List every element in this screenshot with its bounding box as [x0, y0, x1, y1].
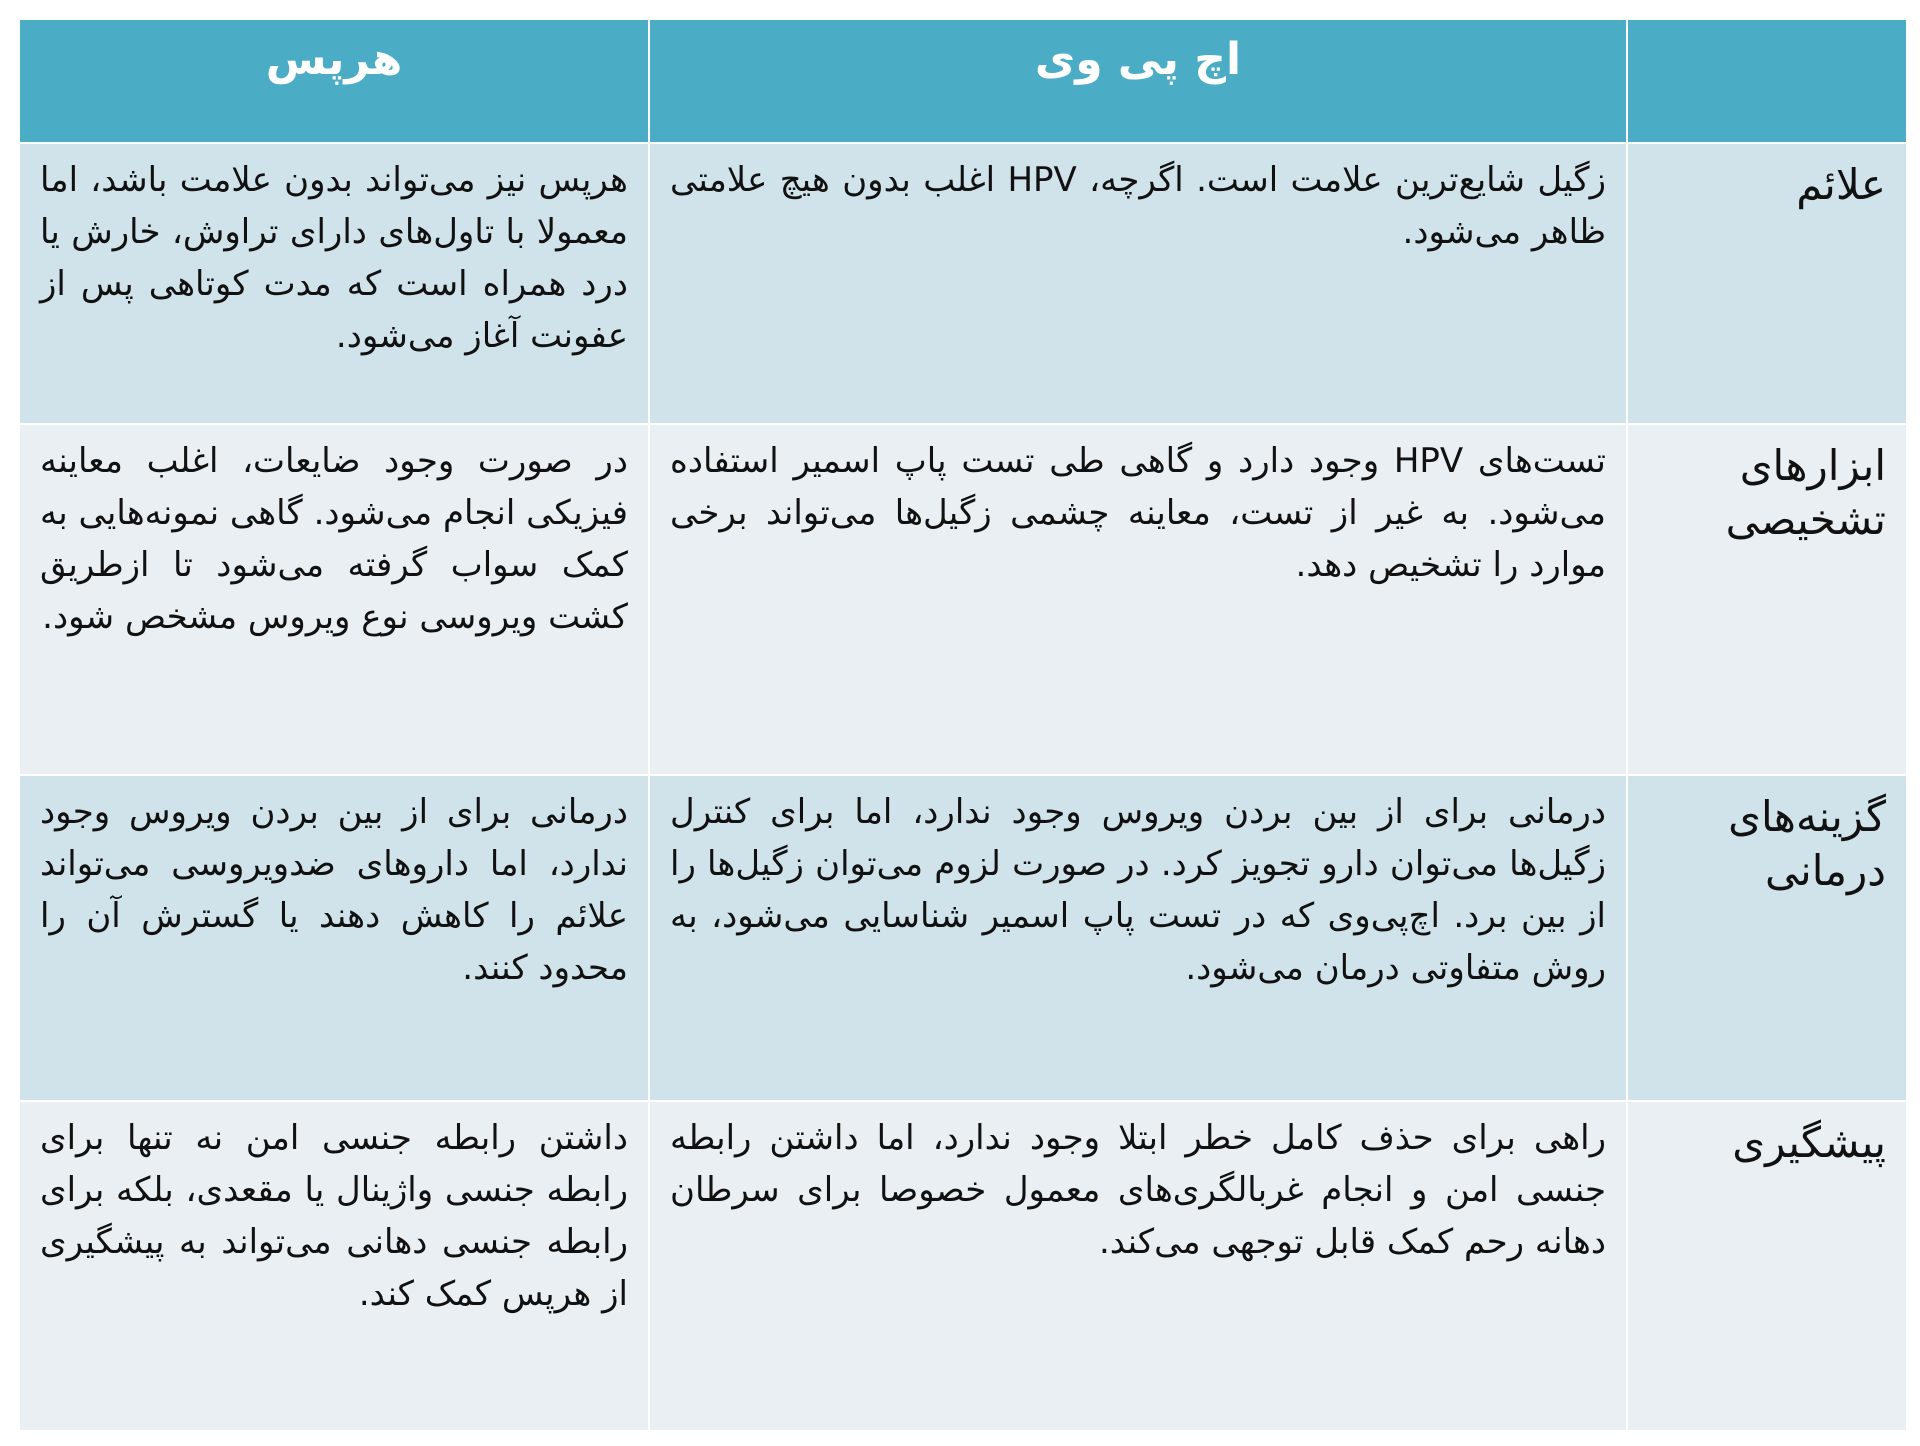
- herpes-cell: هرپس نیز می‌تواند بدون علامت باشد، اما معمولا با تاول‌های دارای تراوش، خارش یا درد همراه است که مدت کوتاهی پس از عفونت آغاز می‌شود.: [19, 143, 649, 424]
- comparison-table: [18, 18, 1908, 1432]
- table-row: [19, 1101, 1907, 1431]
- table-row: [19, 143, 1907, 424]
- row-label: گزینه‌های درمانی: [1627, 775, 1907, 1101]
- header-hpv: اچ پی وی: [649, 19, 1627, 143]
- header-row: [19, 19, 1907, 143]
- herpes-cell: داشتن رابطه جنسی امن نه تنها برای رابطه جنسی واژینال یا مقعدی، بلکه برای رابطه جنسی دهانی می‌تواند به پیشگیری از هرپس کمک کند.: [19, 1101, 649, 1431]
- herpes-cell: درمانی برای از بین بردن ویروس وجود ندارد، اما داروهای ضدویروسی می‌تواند علائم را کاهش دهند یا گسترش آن را محدود کنند.: [19, 775, 649, 1101]
- row-label: ابزارهای تشخیصی: [1627, 424, 1907, 775]
- hpv-cell: تست‌های HPV وجود دارد و گاهی طی تست پاپ اسمیر استفاده می‌شود. به غیر از تست، معاینه چشمی زگیل‌ها می‌تواند برخی موارد را تشخیص دهد.: [649, 424, 1627, 775]
- header-herpes: هرپس: [19, 19, 649, 143]
- herpes-cell: در صورت وجود ضایعات، اغلب معاینه فیزیکی انجام می‌شود. گاهی نمونه‌هایی به کمک سواب گرفته می‌شود تا ازطریق کشت ویروسی نوع ویروس مشخص شود.: [19, 424, 649, 775]
- hpv-cell: زگیل شایع‌ترین علامت است. اگرچه، HPV اغلب بدون هیچ علامتی ظاهر می‌شود.: [649, 143, 1627, 424]
- hpv-cell: درمانی برای از بین بردن ویروس وجود ندارد، اما برای کنترل زگیل‌ها می‌توان دارو تجویز کرد. در صورت لزوم می‌توان زگیل‌ها را از بین برد. اچ‌پی‌وی که در تست پاپ اسمیر شناسایی می‌شود، به روش متفاوتی درمان می‌شود.: [649, 775, 1627, 1101]
- table-row: [19, 775, 1907, 1101]
- header-row-label: [1627, 19, 1907, 143]
- row-label: علائم: [1627, 143, 1907, 424]
- hpv-cell: راهی برای حذف کامل خطر ابتلا وجود ندارد، اما داشتن رابطه جنسی امن و انجام غربالگری‌های معمول خصوصا برای سرطان دهانه رحم کمک قابل توجهی می‌کند.: [649, 1101, 1627, 1431]
- row-label: پیشگیری: [1627, 1101, 1907, 1431]
- table-row: [19, 424, 1907, 775]
